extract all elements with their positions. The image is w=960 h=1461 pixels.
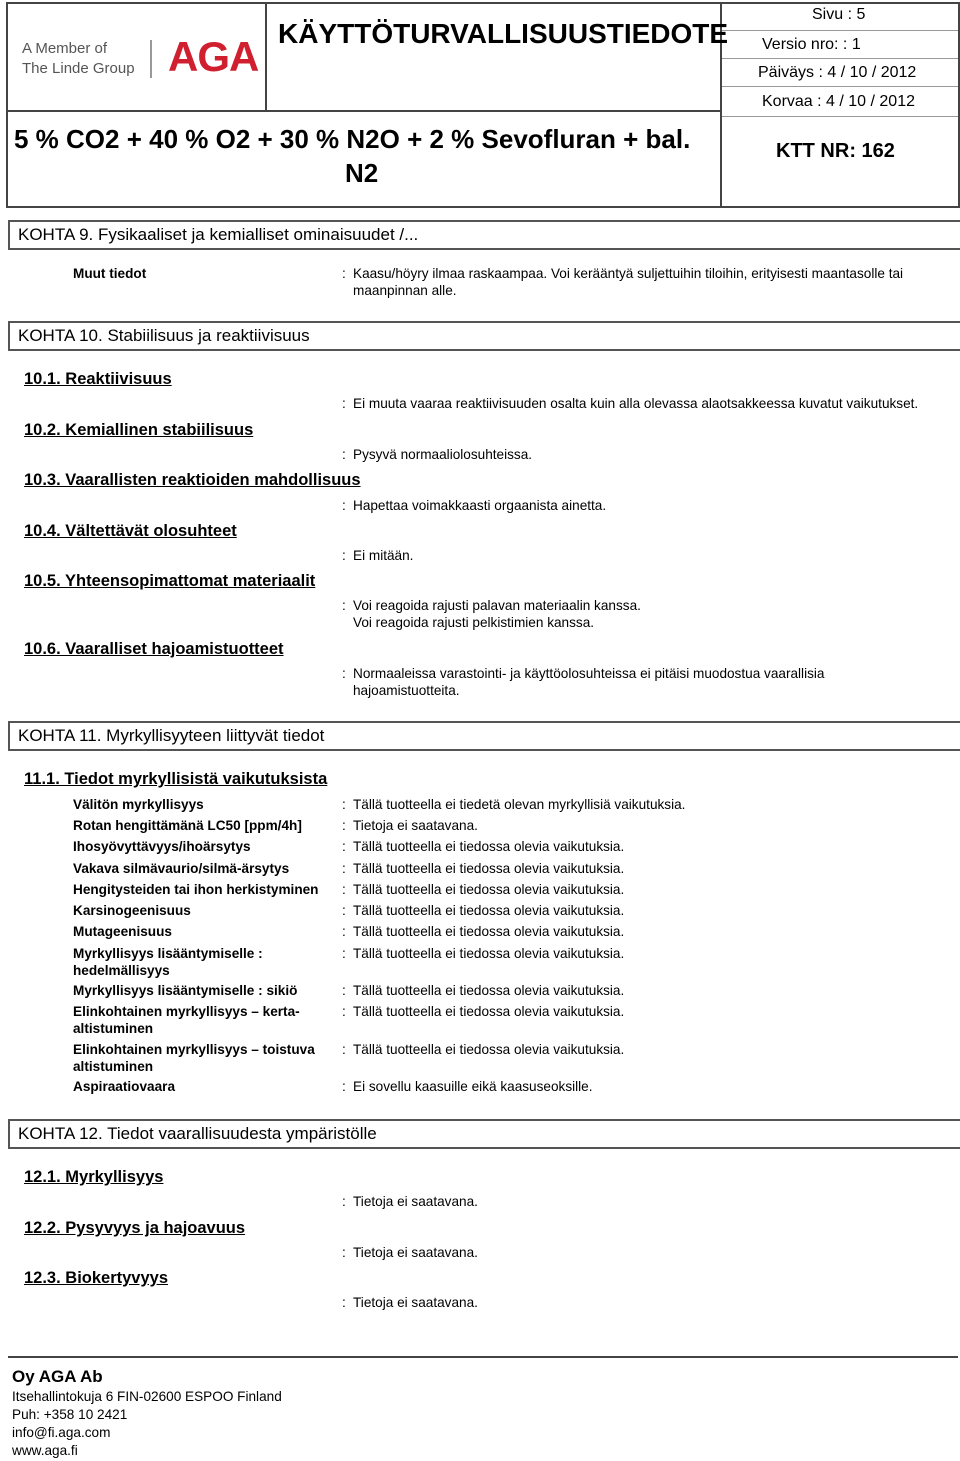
- section-12-title: KOHTA 12. Tiedot vaarallisuudesta ympäristölle: [8, 1119, 960, 1149]
- subsection-11-1: 11.1. Tiedot myrkyllisistä vaikutuksista: [24, 770, 328, 788]
- logo-divider: [150, 40, 152, 78]
- product-name-line1: 5 % CO2 + 40 % O2 + 30 % N2O + 2 % Sevofluran + bal.: [14, 124, 691, 154]
- replaces-date: Korvaa : 4 / 10 / 2012: [762, 93, 915, 110]
- value-10-1: : Ei muuta vaaraa reaktiivisuuden osalta kuin alla olevassa alaotsakkeessa kuvatut vaikutukset.: [342, 396, 919, 411]
- ktt-number: KTT NR: 162: [776, 140, 895, 162]
- value-10-4: : Ei mitään.: [342, 548, 414, 563]
- document-title: KÄYTTÖTURVALLISUUSTIEDOTE: [278, 18, 729, 49]
- subsection-10-4: 10.4. Vältettävät olosuhteet: [24, 522, 237, 540]
- subsection-10-3: 10.3. Vaarallisten reaktioiden mahdollisuus: [24, 471, 361, 489]
- value-12-2: : Tietoja ei saatavana.: [342, 1245, 478, 1260]
- header-right-h4: [722, 116, 958, 117]
- tox-label-10: Elinkohtainen myrkyllisyys – toistuva altistuminen: [73, 1042, 315, 1074]
- tox-value-8: : Tällä tuotteella ei tiedossa olevia vaikutuksia.: [342, 983, 625, 998]
- value-10-5: : Voi reagoida rajusti palavan materiaalin kanssa. Voi reagoida rajusti pelkistimien kanssa.: [342, 598, 641, 630]
- other-info-line2: maanpinnan alle.: [353, 283, 457, 298]
- tox-value-3: : Tällä tuotteella ei tiedossa olevia vaikutuksia.: [342, 861, 625, 876]
- other-info-value: : Kaasu/höyry ilmaa raskaampaa. Voi kerääntyä suljettuihin tiloihin, erityisesti maantasolle tai maanpinnan alle.: [342, 266, 904, 298]
- logo-group-text: The Linde Group: [22, 60, 135, 77]
- tox-value-2: : Tällä tuotteella ei tiedossa olevia vaikutuksia.: [342, 839, 625, 854]
- subsection-12-2: 12.2. Pysyvyys ja hajoavuus: [24, 1219, 246, 1237]
- tox-label-8: Myrkyllisyys lisääntymiselle : sikiö: [73, 983, 298, 998]
- footer-website[interactable]: www.aga.fi: [12, 1443, 78, 1458]
- tox-value-4: : Tällä tuotteella ei tiedossa olevia vaikutuksia.: [342, 882, 625, 897]
- tox-label-0: Välitön myrkyllisyys: [73, 797, 204, 812]
- header-divider-logo: [265, 2, 267, 110]
- section-11-title: KOHTA 11. Myrkyllisyyteen liittyvät tiedot: [8, 721, 960, 751]
- aga-logo: AGA: [168, 33, 259, 80]
- header-right-h1: [722, 30, 958, 31]
- tox-label-6: Mutageenisuus: [73, 924, 172, 939]
- other-info-line1: Kaasu/höyry ilmaa raskaampaa. Voi kerääntyä suljettuihin tiloihin, erityisesti maantasolle tai: [353, 266, 904, 281]
- tox-value-1: : Tietoja ei saatavana.: [342, 818, 478, 833]
- tox-value-11: : Ei sovellu kaasuille eikä kaasuseoksille.: [342, 1079, 593, 1094]
- version-number: Versio nro: : 1: [762, 36, 861, 53]
- subsection-10-2: 10.2. Kemiallinen stabiilisuus: [24, 421, 254, 439]
- page-number: Sivu : 5: [812, 6, 866, 23]
- tox-label-11: Aspiraatiovaara: [73, 1079, 176, 1094]
- header-right-h3: [722, 86, 958, 87]
- value-10-6: : Normaaleissa varastointi- ja käyttöolosuhteissa ei pitäisi muodostua vaarallisia hajoamistuotteita.: [342, 666, 825, 698]
- value-10-2: : Pysyvä normaaliolosuhteissa.: [342, 447, 533, 462]
- tox-label-3: Vakava silmävaurio/silmä-ärsytys: [73, 861, 290, 876]
- subsection-12-1: 12.1. Myrkyllisyys: [24, 1168, 164, 1186]
- footer-divider: [8, 1356, 958, 1358]
- footer-address: Itsehallintokuja 6 FIN-02600 ESPOO Finland: [12, 1389, 282, 1404]
- other-info-label: Muut tiedot: [73, 266, 147, 281]
- value-10-3: : Hapettaa voimakkaasti orgaanista ainetta.: [342, 498, 607, 513]
- tox-label-4: Hengitysteiden tai ihon herkistyminen: [73, 882, 319, 897]
- tox-value-9: : Tällä tuotteella ei tiedossa olevia vaikutuksia.: [342, 1004, 625, 1019]
- value-12-3: : Tietoja ei saatavana.: [342, 1295, 478, 1310]
- tox-label-9: Elinkohtainen myrkyllisyys – kerta- altistuminen: [73, 1004, 300, 1036]
- tox-value-0: : Tällä tuotteella ei tiedetä olevan myrkyllisiä vaikutuksia.: [342, 797, 686, 812]
- footer-phone: Puh: +358 10 2421: [12, 1407, 128, 1422]
- subsection-10-6: 10.6. Vaaralliset hajoamistuotteet: [24, 640, 284, 658]
- tox-value-7: : Tällä tuotteella ei tiedossa olevia vaikutuksia.: [342, 946, 625, 961]
- tox-value-6: : Tällä tuotteella ei tiedossa olevia vaikutuksia.: [342, 924, 625, 939]
- issue-date: Päiväys : 4 / 10 / 2012: [758, 64, 917, 81]
- tox-label-7: Myrkyllisyys lisääntymiselle : hedelmällisyys: [73, 946, 263, 978]
- subsection-12-3: 12.3. Biokertyvyys: [24, 1269, 169, 1287]
- footer-email[interactable]: info@fi.aga.com: [12, 1425, 111, 1440]
- section-9-title: KOHTA 9. Fysikaaliset ja kemialliset ominaisuudet /...: [8, 220, 960, 250]
- tox-value-10: : Tällä tuotteella ei tiedossa olevia vaikutuksia.: [342, 1042, 625, 1057]
- tox-label-5: Karsinogeenisuus: [73, 903, 191, 918]
- tox-label-2: Ihosyövyttävyys/ihoärsytys: [73, 839, 251, 854]
- tox-value-5: : Tällä tuotteella ei tiedossa olevia vaikutuksia.: [342, 903, 625, 918]
- logo-member-text: A Member of: [22, 40, 108, 57]
- header-divider-h: [6, 110, 722, 112]
- subsection-10-5: 10.5. Yhteensopimattomat materiaalit: [24, 572, 316, 590]
- value-12-1: : Tietoja ei saatavana.: [342, 1194, 478, 1209]
- header-right-h2: [722, 58, 958, 59]
- subsection-10-1: 10.1. Reaktiivisuus: [24, 370, 172, 388]
- footer-company: Oy AGA Ab: [12, 1367, 103, 1386]
- product-name-line2: N2: [345, 158, 379, 188]
- tox-label-1: Rotan hengittämänä LC50 [ppm/4h]: [73, 818, 302, 833]
- section-10-title: KOHTA 10. Stabiilisuus ja reaktiivisuus: [8, 321, 960, 351]
